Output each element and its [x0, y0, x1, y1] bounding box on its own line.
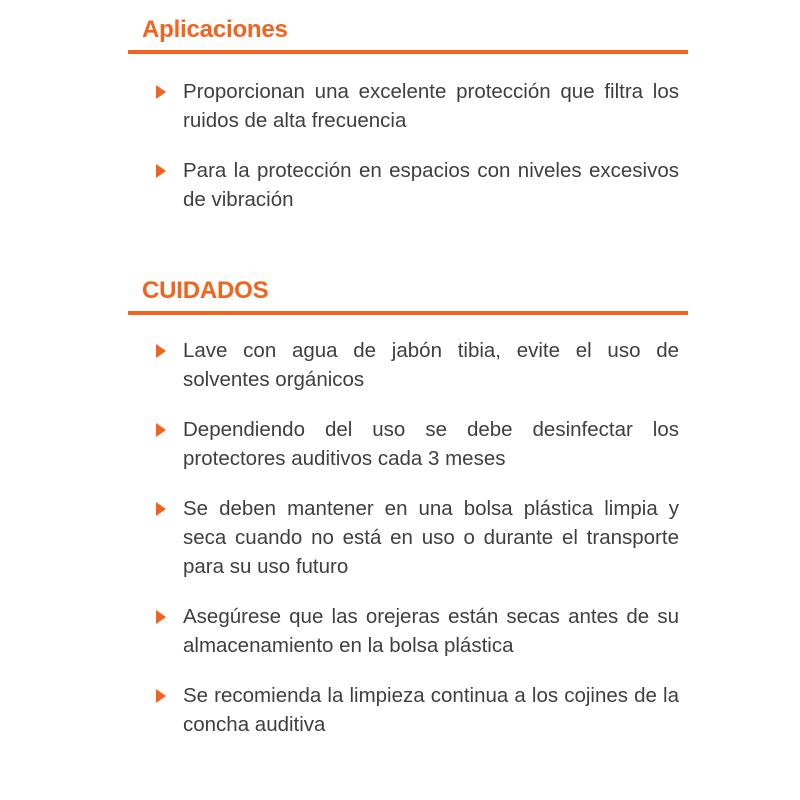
triangle-right-icon — [156, 423, 166, 437]
list-item — [142, 681, 679, 739]
list-item — [142, 156, 679, 214]
bullet-list-aplicaciones — [128, 77, 688, 214]
section-heading-aplicaciones: Aplicaciones — [142, 16, 288, 43]
triangle-right-icon — [156, 502, 166, 516]
list-item — [142, 336, 679, 394]
list-item — [142, 602, 679, 660]
section-heading-cuidados: CUIDADOS — [142, 277, 269, 304]
list-item-text: Lave con agua de jabón tibia, evite el uso de solventes orgánicos — [183, 338, 679, 391]
list-item — [142, 415, 679, 473]
triangle-right-icon — [156, 689, 166, 703]
list-item-text: Se deben mantener en una bolsa plástica limpia y seca cuando no está en uso o durante el transporte para su uso futuro — [183, 496, 679, 578]
triangle-right-icon — [156, 85, 166, 99]
list-item-text: Dependiendo del uso se debe desinfectar los protectores auditivos cada 3 meses — [183, 417, 679, 470]
bullet-list-cuidados — [128, 336, 688, 739]
list-item — [142, 494, 679, 581]
triangle-right-icon — [156, 344, 166, 358]
triangle-right-icon — [156, 610, 166, 624]
triangle-right-icon — [156, 164, 166, 178]
section-cuidados — [128, 277, 688, 760]
section-divider-cuidados — [128, 311, 688, 315]
list-item-text: Proporcionan una excelente protección que filtra los ruidos de alta frecuencia — [183, 79, 679, 132]
list-item-text: Para la protección en espacios con niveles excesivos de vibración — [183, 158, 679, 211]
list-item — [142, 77, 679, 135]
section-divider-aplicaciones — [128, 50, 688, 54]
list-item-text: Asegúrese que las orejeras están secas antes de su almacenamiento en la bolsa plástica — [183, 604, 679, 657]
list-item-text: Se recomienda la limpieza continua a los cojines de la concha auditiva — [183, 683, 679, 736]
section-aplicaciones — [128, 16, 688, 235]
